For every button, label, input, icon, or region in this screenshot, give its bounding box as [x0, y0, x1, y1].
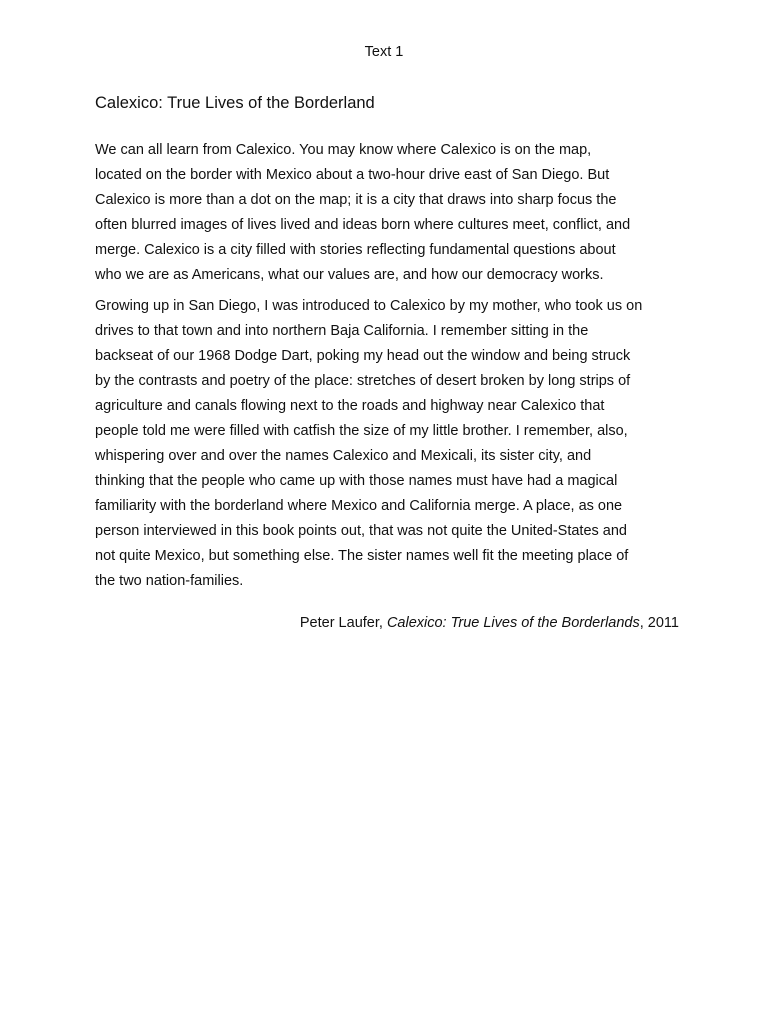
citation-author: Peter Laufer, [299, 615, 387, 631]
text-line: Calexico is more than a dot on the map; it is a city that draws into sharp focus the [95, 192, 617, 208]
citation [300, 612, 679, 634]
text-line: drives to that town and into northern Baja California. I remember sitting in the [95, 323, 589, 339]
text-line: often blurred images of lives lived and ideas born where cultures meet, conflict, and [95, 217, 631, 233]
text-line: people told me were filled with catfish the size of my little brother. I remember, also, [95, 423, 628, 439]
text-line: thinking that the people who came up with those names must have had a magical [95, 473, 618, 489]
text-line: located on the border with Mexico about a two-hour drive east of San Diego. But [95, 167, 610, 183]
text-line: merge. Calexico is a city filled with stories reflecting fundamental questions about [95, 242, 616, 258]
text-line: whispering over and over the names Calexico and Mexicali, its sister city, and [95, 448, 592, 464]
text-number-label: Text 1 [364, 44, 404, 60]
text-line: person interviewed in this book points out, that was not quite the United-States and [95, 523, 627, 539]
text-line: who we are as Americans, what our values are, and how our democracy works. [95, 267, 604, 283]
text-line: not quite Mexico, but something else. The sister names well fit the meeting place of [95, 548, 629, 564]
text-line: by the contrasts and poetry of the place: stretches of desert broken by long strips of [95, 373, 631, 389]
citation-year: , 2011 [639, 615, 679, 631]
paragraph-1 [95, 138, 685, 288]
text-line: Growing up in San Diego, I was introduced to Calexico by my mother, who took us on [95, 298, 643, 314]
text-line: familiarity with the borderland where Mexico and California merge. A place, as one [95, 498, 623, 514]
paragraph-2 [95, 294, 685, 594]
citation-book-title: Calexico: True Lives of the Borderlands [386, 615, 640, 631]
text-line: backseat of our 1968 Dodge Dart, poking my head out the window and being struck [95, 348, 631, 364]
text-line: We can all learn from Calexico. You may know where Calexico is on the map, [95, 142, 592, 158]
text-line: the two nation-families. [95, 573, 244, 589]
body-text [95, 138, 685, 594]
text-line: agriculture and canals flowing next to the roads and highway near Calexico that [95, 398, 605, 414]
document-title: Calexico: True Lives of the Borderland [95, 94, 375, 112]
